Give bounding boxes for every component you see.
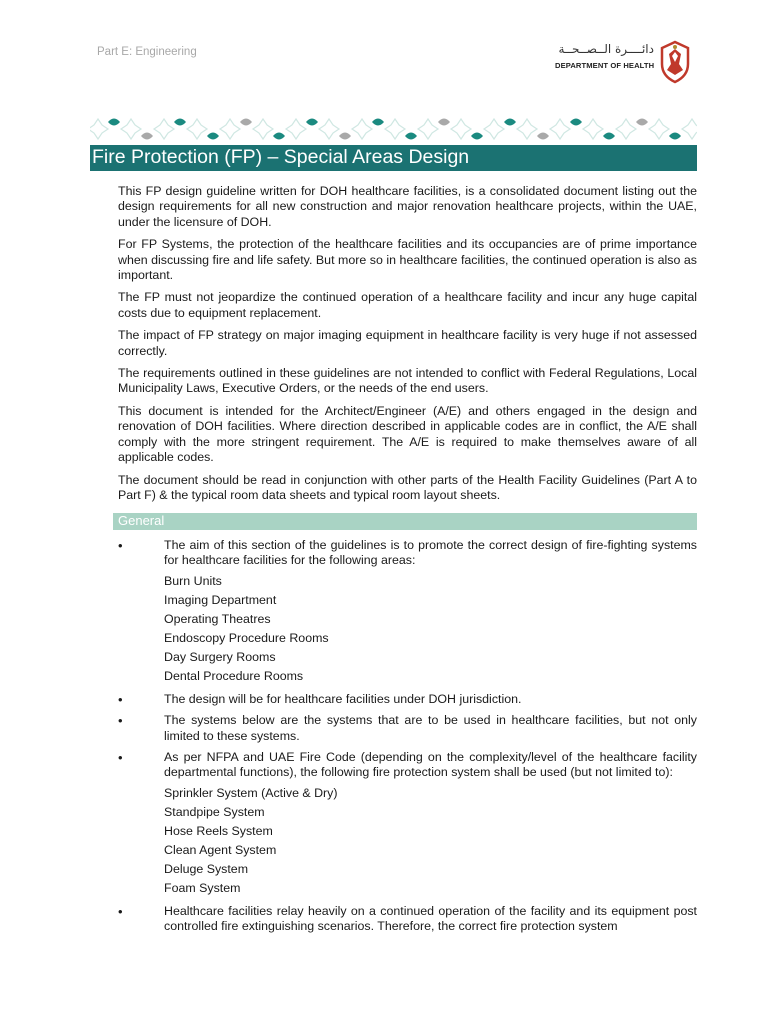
- part-label: Part E: Engineering: [97, 46, 197, 58]
- pattern-petal: [570, 119, 582, 126]
- list-item: Hose Reels System: [164, 823, 273, 838]
- intro-paragraph-2: For FP Systems, the protection of the healthcare facilities and its occupancies are of prime importance when discussing fire and life safety. But more so in healthcare facilities, the continued operation is also as important.: [118, 237, 697, 283]
- intro-paragraph-4: The impact of FP strategy on major imaging equipment in healthcare facility is very huge if not assessed correctly.: [118, 328, 697, 358]
- pattern-petal: [603, 133, 615, 140]
- page-title: Fire Protection (FP) – Special Areas Design: [92, 146, 470, 168]
- bullet-icon: •: [118, 691, 123, 707]
- list-item: Imaging Department: [164, 592, 277, 607]
- list-item: Clean Agent System: [164, 842, 277, 857]
- list-item: Sprinkler System (Active & Dry): [164, 785, 338, 800]
- list-item: Foam System: [164, 880, 241, 895]
- intro-section: [118, 184, 697, 510]
- list-item: Endoscopy Procedure Rooms: [164, 630, 329, 645]
- system-list: [164, 784, 697, 898]
- pattern-petal: [273, 133, 285, 140]
- pattern-star: [682, 119, 697, 139]
- area-list: [164, 572, 697, 686]
- pattern-petal: [306, 119, 318, 126]
- section-heading: General: [118, 513, 165, 528]
- department-of-health-logo: [555, 40, 697, 84]
- bullet-item: [118, 904, 697, 935]
- bullet-text: The aim of this section of the guidelines is to promote the correct design of fire-fighting systems for healthcare facilities for the following areas:: [164, 538, 697, 568]
- bullet-text: The systems below are the systems that are to be used in healthcare facilities, but not only limited to these systems.: [164, 713, 697, 743]
- bullet-icon: •: [118, 538, 123, 553]
- pattern-star: [286, 119, 306, 139]
- pattern-star: [121, 119, 141, 139]
- pattern-star: [187, 119, 207, 139]
- pattern-petal: [240, 119, 252, 126]
- decorative-pattern: [90, 113, 697, 145]
- pattern-star: [154, 119, 174, 139]
- list-item: Operating Theatres: [164, 611, 271, 626]
- pattern-star: [484, 119, 504, 139]
- pattern-petal: [141, 133, 153, 140]
- pattern-petal: [669, 133, 681, 140]
- bullet-text: As per NFPA and UAE Fire Code (depending on the complexity/level of the healthcare facility departmental functions), the following fire protection system shall be used (but not limited to):: [164, 750, 697, 780]
- bullet-item: [118, 692, 697, 707]
- list-item: Day Surgery Rooms: [164, 649, 276, 664]
- bullet-icon: •: [118, 713, 123, 729]
- intro-paragraph-7: The document should be read in conjunction with other parts of the Health Facility Guidelines (Part A to Part F) & the typical room data sheets and typical room layout sheets.: [118, 472, 697, 502]
- pattern-petal: [438, 119, 450, 126]
- bullet-text: Healthcare facilities relay heavily on a continued operation of the facility and its equipment post controlled fire extinguishing scenarios. Therefore, the correct fire protection system: [164, 903, 697, 934]
- intro-paragraph-6: This document is intended for the Architect/Engineer (A/E) and others engaged in the design and renovation of DOH facilities. Where direction described in applicable codes are in conflict, the A/E shall comply with the more stringent requirement. The A/E is required to make themselves aware of all applicable codes.: [118, 403, 697, 465]
- bullet-text: The design will be for healthcare facilities under DOH jurisdiction.: [164, 691, 522, 706]
- pattern-star: [616, 119, 636, 139]
- pattern-petal: [339, 133, 351, 140]
- bullet-item: [118, 713, 697, 744]
- list-item: Deluge System: [164, 861, 249, 876]
- section-heading-bar: [113, 513, 697, 530]
- title-bar: [90, 145, 697, 171]
- pattern-star: [352, 119, 372, 139]
- pattern-petal: [372, 119, 384, 126]
- pattern-petal: [108, 119, 120, 126]
- pattern-star: [550, 119, 570, 139]
- logo-english-text: DEPARTMENT OF HEALTH: [555, 61, 655, 70]
- bullet-icon: •: [118, 903, 123, 919]
- pattern-star: [319, 119, 339, 139]
- pattern-star: [451, 119, 471, 139]
- falcon-emblem-icon: [658, 40, 692, 84]
- pattern-star: [385, 119, 405, 139]
- list-item: Burn Units: [164, 573, 222, 588]
- pattern-star: [649, 119, 669, 139]
- pattern-petal: [504, 119, 516, 126]
- list-item: Standpipe System: [164, 804, 265, 819]
- intro-paragraph-1: This FP design guideline written for DOH healthcare facilities, is a consolidated document listing out the design requirements for all new construction and major renovation healthcare projects, within the UAE, under the licensure of DOH.: [118, 184, 697, 229]
- bullet-icon: •: [118, 750, 123, 766]
- bullet-list: [118, 538, 697, 941]
- pattern-star: [517, 119, 537, 139]
- pattern-star: [90, 119, 108, 139]
- pattern-star: [220, 119, 240, 139]
- pattern-petal: [174, 119, 186, 126]
- pattern-star: [583, 119, 603, 139]
- pattern-petal: [537, 133, 549, 140]
- pattern-petal: [471, 133, 483, 140]
- pattern-petal: [636, 119, 648, 126]
- pattern-star: [253, 119, 273, 139]
- intro-paragraph-5: The requirements outlined in these guidelines are not intended to conflict with Federal Regulations, Local Municipality Laws, Executive Orders, or the needs of the end users.: [118, 366, 697, 396]
- bullet-item: [118, 538, 697, 686]
- pattern-star: [418, 119, 438, 139]
- logo-arabic-text: دائــــرة الــصــحــة: [558, 42, 654, 56]
- pattern-petal: [207, 133, 219, 140]
- pattern-petal: [405, 133, 417, 140]
- intro-paragraph-3: The FP must not jeopardize the continued operation of a healthcare facility and incur any huge capital costs due to equipment replacement.: [118, 290, 697, 320]
- bullet-item: [118, 750, 697, 898]
- list-item: Dental Procedure Rooms: [164, 668, 304, 683]
